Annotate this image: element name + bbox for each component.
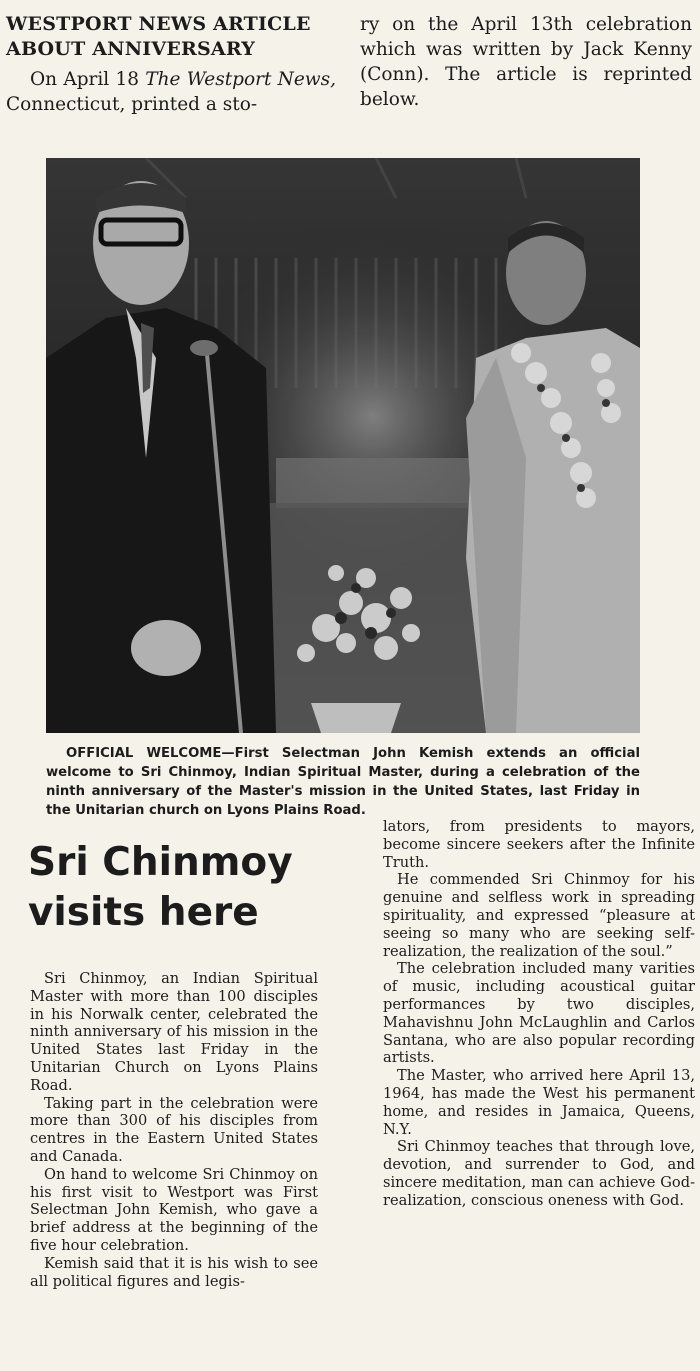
intro-text-post: Connecticut, printed a sto- xyxy=(6,94,258,115)
article-photo xyxy=(46,158,640,733)
intro-right-column xyxy=(360,12,692,112)
article-paragraph: Sri Chinmoy, an Indian Spiritual Master with more than 100 disciples in his Norwalk center, celebrated the ninth anniversary of his mission in the United States last Friday in the Unitarian Church on Lyons Plains Road. xyxy=(30,970,318,1094)
intro-text-left xyxy=(6,67,336,117)
article-column-right xyxy=(383,818,695,1210)
article-paragraph: Sri Chinmoy teaches that through love, devotion, and surrender to God, and sincere meditation, man can achieve God-realization, conscious oneness with God. xyxy=(383,1138,695,1209)
intro-title-line2: ABOUT ANNIVERSARY xyxy=(6,38,256,60)
photo-two-men-at-podium-icon xyxy=(46,158,640,733)
intro-left-column xyxy=(6,12,336,117)
photo-caption: OFFICIAL WELCOME—First Selectman John Kemish extends an official welcome to Sri Chinmoy, Indian Spiritual Master, during a celebration of the ninth anniversary of the Master's mission in the United States, last Friday in the Unitarian church on Lyons Plains Road. xyxy=(46,746,640,818)
article-paragraph: He commended Sri Chinmoy for his genuine and selfless work in spreading spirituality, and expressed “pleasure at seeing so many who are seeking self-realization, the realization of the soul.” xyxy=(383,871,695,960)
article-paragraph-continuation: lators, from presidents to mayors, become sincere seekers after the Infinite Truth. xyxy=(383,818,695,871)
article-paragraph: On hand to welcome Sri Chinmoy on his first visit to Westport was First Selectman John Kemish, who gave a brief address at the beginning of the five hour celebration. xyxy=(30,1165,318,1254)
article-headline xyxy=(28,838,348,938)
headline-line2: visits here xyxy=(28,890,259,935)
intro-title-line1: WESTPORT NEWS ARTICLE xyxy=(6,13,311,35)
article-paragraph: The celebration included many varities of music, including acoustical guitar performances by two disciples, Mahavishnu John McLaughlin and Carlos Santana, who are also popular recording artists. xyxy=(383,960,695,1067)
article-paragraph: Taking part in the celebration were more than 300 of his disciples from centres in the Eastern United States and Canada. xyxy=(30,1094,318,1165)
article-paragraph: The Master, who arrived here April 13, 1964, has made the West his permanent home, and resides in Jamaica, Queens, N.Y. xyxy=(383,1067,695,1138)
article-column-left xyxy=(30,970,318,1290)
intro-text-publication: The Westport News, xyxy=(145,69,336,90)
intro-text-right: ry on the April 13th celebration which was written by Jack Kenny (Conn). The article is reprinted below. xyxy=(360,14,692,110)
intro-text-pre: On April 18 xyxy=(30,69,146,90)
article-paragraph: Kemish said that it is his wish to see all political figures and legis- xyxy=(30,1254,318,1290)
intro-title xyxy=(6,12,336,62)
headline-line1: Sri Chinmoy xyxy=(28,840,293,885)
